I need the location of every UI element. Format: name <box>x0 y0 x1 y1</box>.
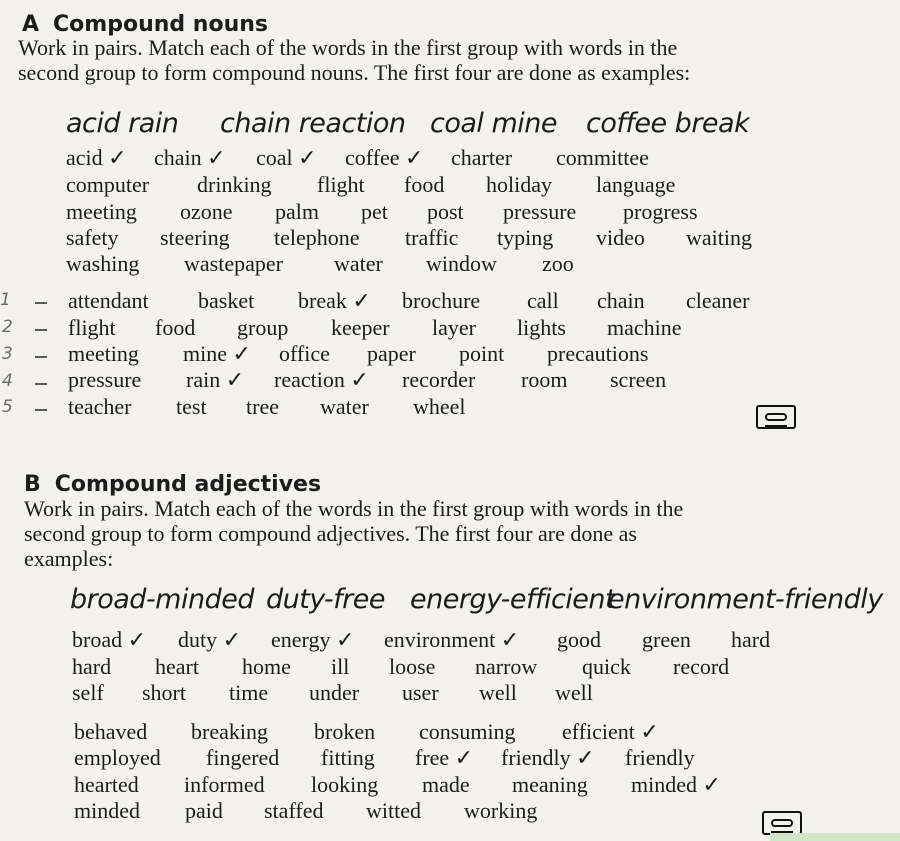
section-a-heading <box>22 12 268 37</box>
word: meeting <box>66 199 137 224</box>
word: efficient ✓ <box>562 719 659 744</box>
word: environment ✓ <box>384 627 520 652</box>
word: time <box>229 680 269 705</box>
word: water <box>334 251 383 276</box>
word: traffic <box>405 225 459 250</box>
word: committee <box>556 145 649 170</box>
word: working <box>464 798 538 823</box>
word: pressure <box>68 367 142 392</box>
margin-number: 4 <box>2 371 13 391</box>
handwritten-example: coffee break <box>586 108 750 139</box>
handwritten-example: duty-free <box>266 584 385 615</box>
margin-number: 3 <box>2 344 13 364</box>
section-b-letter: B <box>24 472 41 497</box>
word: broken <box>314 719 376 744</box>
word: narrow <box>475 654 538 679</box>
section-a-title: Compound nouns <box>53 12 269 37</box>
word: recorder <box>402 367 476 392</box>
word: free ✓ <box>415 745 474 770</box>
word: chain ✓ <box>154 145 226 170</box>
word: waiting <box>686 225 752 250</box>
word: break ✓ <box>298 288 371 313</box>
section-a-intro <box>18 35 690 85</box>
word: minded <box>74 798 140 823</box>
word: machine <box>607 315 682 340</box>
margin-number: 1 <box>0 290 11 310</box>
word: lights <box>517 315 566 340</box>
cassette-tape-icon <box>756 405 796 429</box>
word: group <box>237 315 289 340</box>
word: palm <box>275 199 319 224</box>
section-a-letter: A <box>22 12 40 37</box>
word: charter <box>451 145 513 170</box>
word: progress <box>623 199 698 224</box>
word: record <box>673 654 730 679</box>
word: employed <box>74 745 161 770</box>
word: teacher <box>68 394 132 419</box>
word: precautions <box>547 341 649 366</box>
word: hard <box>72 654 112 679</box>
margin-dash <box>35 302 47 304</box>
section-b-title: Compound adjectives <box>54 472 322 497</box>
word: meeting <box>68 341 139 366</box>
word: friendly ✓ <box>501 745 595 770</box>
word: call <box>527 288 559 313</box>
word: user <box>402 680 439 705</box>
word: attendant <box>68 288 149 313</box>
word: witted <box>366 798 421 823</box>
margin-number: 2 <box>2 317 13 337</box>
word: looking <box>311 772 379 797</box>
word: safety <box>66 225 119 250</box>
word: basket <box>198 288 255 313</box>
word: rain ✓ <box>186 367 245 392</box>
margin-dash <box>35 356 47 358</box>
word: broad ✓ <box>72 627 147 652</box>
word: quick <box>582 654 631 679</box>
word: friendly <box>625 745 695 770</box>
word: meaning <box>512 772 588 797</box>
handwritten-example: acid rain <box>66 108 179 139</box>
word: self <box>72 680 104 705</box>
word: brochure <box>402 288 481 313</box>
word: breaking <box>191 719 268 744</box>
word: layer <box>432 315 476 340</box>
word: under <box>309 680 360 705</box>
word: zoo <box>542 251 574 276</box>
handwritten-example: energy-efficient <box>410 584 616 615</box>
word: steering <box>160 225 230 250</box>
handwritten-example: chain reaction <box>220 108 406 139</box>
word: consuming <box>419 719 516 744</box>
word: reaction ✓ <box>274 367 369 392</box>
word: fingered <box>206 745 280 770</box>
word: chain <box>597 288 645 313</box>
margin-dash <box>35 409 47 411</box>
word: flight <box>317 172 365 197</box>
word: good <box>557 627 601 652</box>
word: room <box>521 367 568 392</box>
handwritten-example: environment-friendly <box>608 584 883 615</box>
section-b-intro-line2: second group to form compound adjectives. The first four are done as <box>24 521 637 546</box>
word: paid <box>185 798 223 823</box>
word: tree <box>246 394 279 419</box>
handwritten-example: broad-minded <box>70 584 254 615</box>
word: ill <box>331 654 350 679</box>
word: paper <box>367 341 416 366</box>
word: mine ✓ <box>183 341 251 366</box>
word: language <box>596 172 676 197</box>
word: typing <box>497 225 554 250</box>
word: water <box>320 394 369 419</box>
word: fitting <box>321 745 375 770</box>
word: flight <box>68 315 116 340</box>
margin-dash <box>35 329 47 331</box>
word: cleaner <box>686 288 750 313</box>
word: short <box>142 680 186 705</box>
section-b-intro <box>24 496 683 571</box>
section-b-heading <box>24 472 321 497</box>
word: point <box>459 341 505 366</box>
word: made <box>422 772 470 797</box>
word: hard <box>731 627 771 652</box>
word: washing <box>66 251 140 276</box>
word: behaved <box>74 719 148 744</box>
word: office <box>279 341 330 366</box>
word: telephone <box>274 225 360 250</box>
word: well <box>479 680 517 705</box>
cassette-tape-icon <box>762 811 802 835</box>
word: screen <box>610 367 667 392</box>
word: heart <box>155 654 199 679</box>
margin-dash <box>35 383 47 385</box>
section-b-intro-line3: examples: <box>24 546 114 571</box>
word: ozone <box>180 199 233 224</box>
word: duty ✓ <box>178 627 242 652</box>
word: food <box>404 172 445 197</box>
word: coffee ✓ <box>345 145 424 170</box>
word: pressure <box>503 199 577 224</box>
word: wastepaper <box>184 251 283 276</box>
handwritten-example: coal mine <box>430 108 558 139</box>
word: coal ✓ <box>256 145 317 170</box>
word: holiday <box>486 172 552 197</box>
word: staffed <box>264 798 324 823</box>
margin-number: 5 <box>2 397 13 417</box>
word: drinking <box>197 172 272 197</box>
section-a-intro-line2: second group to form compound nouns. The first four are done as examples: <box>18 60 691 85</box>
word: well <box>555 680 593 705</box>
word: test <box>176 394 207 419</box>
word: wheel <box>413 394 466 419</box>
word: computer <box>66 172 150 197</box>
page-edge-strip <box>770 833 900 841</box>
word: video <box>596 225 645 250</box>
word: home <box>242 654 291 679</box>
word: keeper <box>331 315 390 340</box>
word: food <box>155 315 196 340</box>
word: green <box>642 627 691 652</box>
word: loose <box>389 654 436 679</box>
word: acid ✓ <box>66 145 127 170</box>
word: hearted <box>74 772 139 797</box>
section-b-intro-line1: Work in pairs. Match each of the words in the first group with words in the <box>24 496 684 521</box>
word: post <box>427 199 464 224</box>
word: informed <box>184 772 265 797</box>
word: window <box>426 251 497 276</box>
word: minded ✓ <box>631 772 721 797</box>
word: energy ✓ <box>271 627 355 652</box>
section-a-intro-line1: Work in pairs. Match each of the words in the first group with words in the <box>18 35 678 60</box>
word: pet <box>361 199 388 224</box>
